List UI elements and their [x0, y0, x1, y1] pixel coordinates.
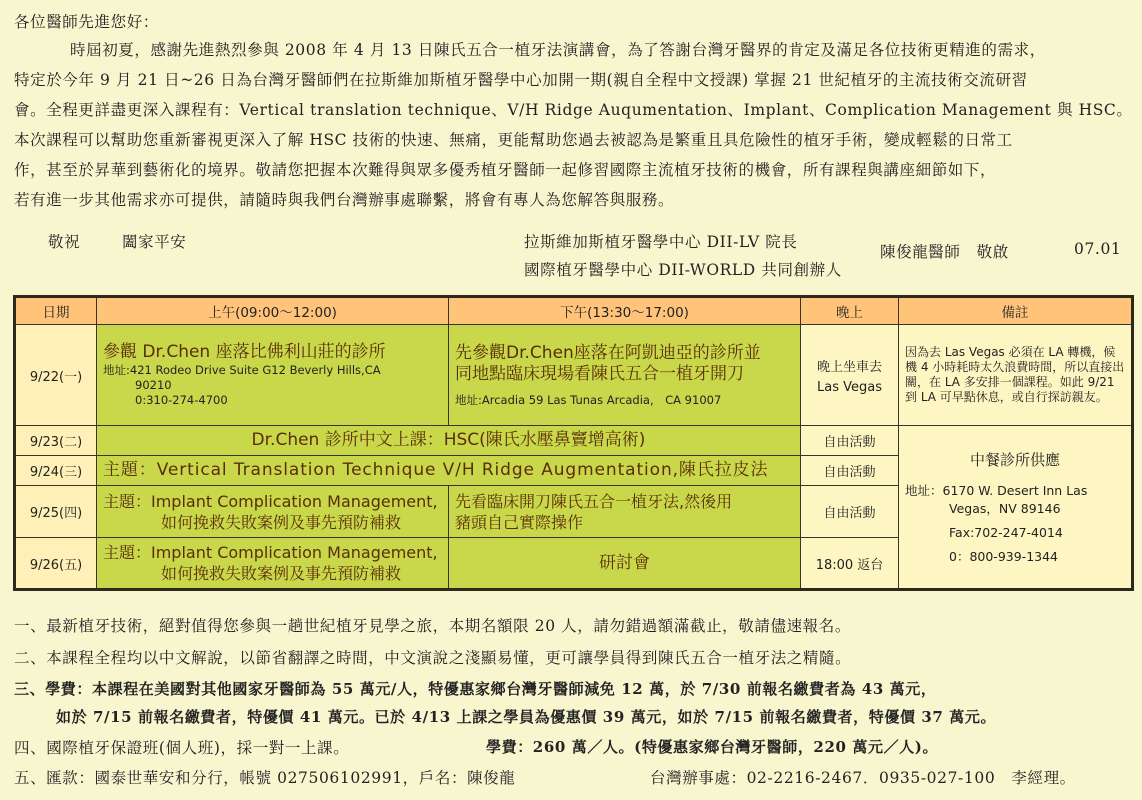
letter-closing-wish: 闔家平安	[122, 233, 187, 251]
table-row	[15, 325, 1133, 426]
date-cell: 9/23(二)	[15, 426, 97, 456]
letter-closing: 敬祝	[48, 233, 81, 251]
column-header-evening: 晚上	[801, 297, 899, 325]
evening-cell: 自由活動	[801, 486, 899, 538]
letter-paragraph-line: 特定於今年 9 月 21 日~26 日為台灣牙醫師們在拉斯維加斯植牙醫學中心加開一期(親自全程中文授課) 掌握 21 世紀植牙的主流技術交流研習	[14, 71, 1028, 89]
afternoon-title: 先參觀Dr.Chen座落在阿凱迪亞的診所並	[455, 342, 761, 363]
morning-address: 地址:421 Rodeo Drive Suite G12 Beverly Hills,CA	[103, 363, 381, 377]
morning-topic: 如何挽救失敗案例及事先預防補救	[161, 564, 402, 583]
table-header-row	[15, 297, 1133, 325]
column-header-morning: 上午(09:00～12:00)	[97, 297, 449, 325]
lunch-note-address: 地址：6170 W. Desert Inn Las	[905, 482, 1088, 498]
evening-cell: 自由活動	[801, 456, 899, 486]
letter-paragraph-line: 作，甚至於昇華到藝術化的境界。敬請您把握本次難得與眾多優秀植牙醫師一起修習國際主流植牙技術的機會，所有課程與講座細節如下，	[14, 161, 997, 179]
letter-paragraph-line: 本次課程可以幫助您重新審視更深入了解 HSC 技術的快速、無痛，更能幫助您過去被認為是繁重且具危險性的植牙手術，變成輕鬆的日常工	[14, 131, 1013, 149]
letter-paragraph-line: 時屆初夏，感謝先進熱烈參與 2008 年 4 月 13 日陳氏五合一植牙法演講會，為了答謝台灣牙醫界的肯定及滿足各位技術更精進的需求，	[70, 41, 1046, 59]
full-day-cell: 主題：Vertical Translation Technique V/H Ridge Augmentation,陳氏拉皮法	[97, 456, 801, 486]
afternoon-cell	[449, 486, 801, 538]
evening-cell	[801, 325, 899, 426]
note-item-tuition-private: 學費：260 萬／人。(特優惠家鄉台灣牙醫師，220 萬元／人)。	[486, 738, 939, 756]
note-item-remittance: 五、匯款：國泰世華安和分行，帳號 027506102991，戶名：陳俊龍	[14, 769, 516, 787]
afternoon-address: 地址:Arcadia 59 Las Tunas Arcadia, CA 91007	[455, 392, 722, 407]
morning-topic: 主題：Implant Complication Management,	[103, 543, 438, 562]
note-item-tuition: 三、學費：本課程在美國對其他國家牙醫師為 55 萬元/人，特優惠家鄉台灣牙醫師減免 12 萬，於 7/30 前報名繳費者為 43 萬元，	[14, 680, 937, 698]
column-header-date: 日期	[15, 297, 97, 325]
lunch-note-address: Vegas，NV 89146	[949, 500, 1061, 516]
note-item-contact: 台灣辦事處：02-2216-2467．0935-027-100 李經理。	[650, 769, 1076, 787]
lunch-note-title: 中餐診所供應	[969, 450, 1060, 469]
date-cell: 9/24(三)	[15, 456, 97, 486]
morning-topic: 如何挽救失敗案例及事先預防補救	[161, 512, 402, 532]
morning-title: 參觀 Dr.Chen 座落比佛利山莊的診所	[103, 342, 386, 362]
lunch-note-fax: Fax:702-247-4014	[949, 524, 1063, 540]
column-header-notes: 備註	[899, 297, 1133, 325]
full-day-cell: Dr.Chen 診所中文上課：HSC(陳氏水壓鼻竇增高術)	[97, 426, 801, 456]
lunch-note-phone: 0：800-939-1344	[949, 548, 1059, 564]
morning-zip: 90210	[135, 378, 172, 392]
note-item: 二、本課程全程均以中文解說，以節省翻譯之時間，中文演說之淺顯易懂，更可讓學員得到陳氏五合一植牙法之精隨。	[14, 649, 852, 667]
afternoon-cell	[449, 325, 801, 426]
signature-name: 陳俊龍醫師 敬啟	[880, 243, 1009, 261]
note-item: 四、國際植牙保證班(個人班)，採一對一上課。	[14, 739, 350, 757]
date-cell: 9/26(五)	[15, 538, 97, 590]
letter-paragraph-line: 會。全程更詳盡更深入課程有：Vertical translation technique、V/H Ridge Auqumentation、Implant、Complication Management 與 HSC。	[14, 101, 1133, 119]
morning-cell	[97, 486, 449, 538]
evening-cell: 自由活動	[801, 426, 899, 456]
schedule-table	[13, 295, 1134, 591]
lunch-note-cell	[899, 426, 1133, 590]
note-item: 一、最新植牙技術，絕對值得您參與一趟世紀植牙見學之旅，本期名額限 20 人，請勿錯過額滿截止，敬請儘速報名。	[14, 617, 851, 635]
morning-cell	[97, 538, 449, 590]
note-item-tuition-continued: 如於 7/15 前報名繳費者，特優價 41 萬元。已於 4/13 上課之學員為優惠價 39 萬元，如於 7/15 前報名繳費者，特優價 37 萬元。	[56, 708, 997, 726]
column-header-afternoon: 下午(13:30～17:00)	[449, 297, 801, 325]
morning-phone: 0:310-274-4700	[135, 393, 228, 407]
signature-date: 07.01	[1074, 240, 1122, 258]
evening-text: Las Vegas	[817, 379, 882, 395]
afternoon-cell: 研討會	[449, 538, 801, 590]
date-cell: 9/25(四)	[15, 486, 97, 538]
notes-cell: 因為去 Las Vegas 必須在 LA 轉機，候機 4 小時耗時太久浪費時間，所以直接出關，在 LA 多安排一個課程。如此 9/21 到 LA 可早點休息，或自行探訪親友。	[899, 325, 1133, 426]
morning-cell	[97, 325, 449, 426]
letter-paragraph-line: 若有進一步其他需求亦可提供，請隨時與我們台灣辦事處聯繫，將會有專人為您解答與服務。	[14, 191, 675, 209]
date-cell: 9/22(一)	[15, 325, 97, 426]
evening-cell: 18:00 返台	[801, 538, 899, 590]
afternoon-topic: 先看臨床開刀陳氏五合一植牙法,然後用	[455, 491, 733, 511]
letter-greeting: 各位醫師先進您好：	[14, 13, 159, 31]
afternoon-title: 同地點臨床現場看陳氏五合一植牙開刀	[455, 363, 744, 384]
evening-text: 晚上坐車去	[816, 359, 882, 375]
signature-organization: 拉斯維加斯植牙醫學中心 DII-LV 院長	[524, 233, 798, 251]
table-row	[15, 426, 1133, 456]
afternoon-topic: 豬頭自己實際操作	[455, 512, 584, 532]
morning-topic: 主題：Implant Complication Management,	[103, 491, 438, 511]
signature-organization: 國際植牙醫學中心 DII-WORLD 共同創辦人	[524, 261, 842, 279]
